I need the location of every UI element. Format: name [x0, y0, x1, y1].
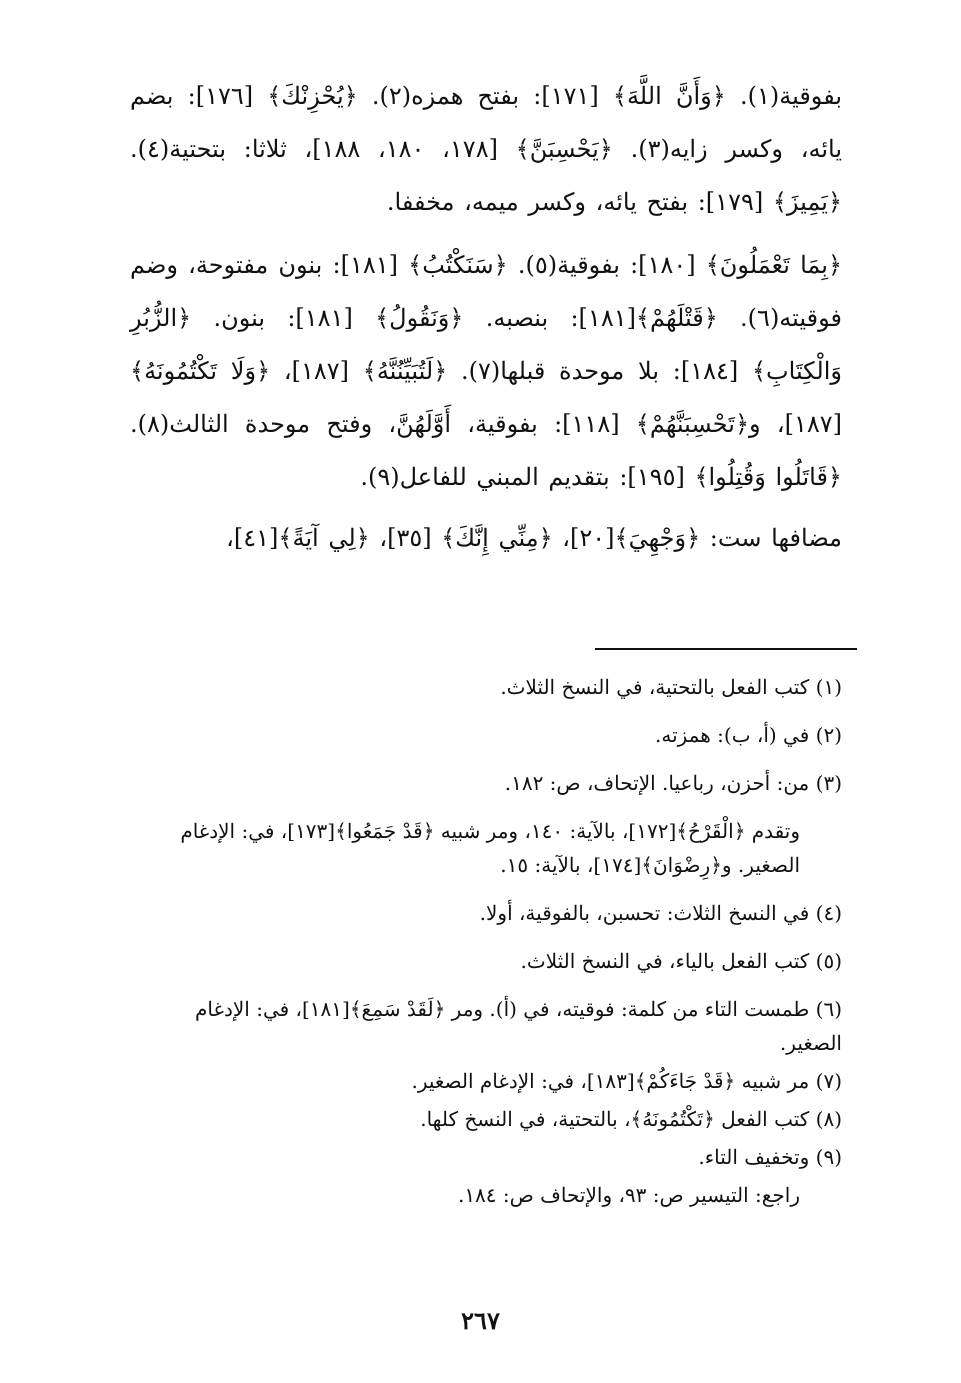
paragraph-2: ﴿بِمَا تَعْمَلُونَ﴾ [١٨٠]: بفوقية(٥). ﴿سَنَكْتُبُ﴾ [١٨١]: بنون مفتوحة، وضم فوقيته(٦). ﴿قَتْلَهُمْ﴾[١٨١]: بنصبه. ﴿وَنَقُولُ﴾ [١٨١]: بنون. ﴿الزُّبُرِ وَالْكِتَابِ﴾ [١٨٤]: بلا موحدة قبلها(٧). ﴿لَتُبَيِّنُنَّهُ﴾ [١٨٧]، ﴿وَلَا تَكْتُمُونَهُ﴾ [١٨٧]، و﴿تَحْسِبَنَّهُمْ﴾ [١١٨]: بفوقية، أَوَّلَهُنَّ، وفتح موحدة الثالث(٨). ﴿قَاتَلُوا وَقُتِلُوا﴾ [١٩٥]: بتقديم المبني للفاعل(٩).	[130, 251, 843, 491]
footnote-1: (١) كتب الفعل بالتحتية، في النسخ الثلاث.	[500, 675, 842, 699]
paragraph-1: بفوقية(١). ﴿وَأَنَّ اللَّهَ﴾ [١٧١]: بفتح همزه(٢). ﴿يُحْزِنْكَ﴾ [١٧٦]: بضم يائه، وكسر زايه(٣). ﴿يَحْسِبَنَّ﴾ [١٧٨، ١٨٠، ١٨٨]، ثلاثا: بتحتية(٤). ﴿يَمِيزَ﴾ [١٧٩]: بفتح يائه، وكسر ميمه، مخففا.	[130, 82, 843, 216]
footnote-2: (٢) في (أ، ب): همزته.	[655, 723, 842, 747]
footnote-3-continuation: وتقدم ﴿الْقَرْحُ﴾[١٧٢]، بالآية: ١٤٠، ومر شبيه ﴿قَدْ جَمَعُوا﴾[١٧٣]، في: الإدغام الصغير. و﴿رِضْوَانَ﴾[١٧٤]، بالآية: ١٥.	[180, 819, 800, 877]
page-number: ٢٦٧	[461, 1306, 500, 1335]
footnote-9: (٩) وتخفيف التاء.	[698, 1145, 842, 1169]
footnote-8: (٨) كتب الفعل ﴿تَكْتُمُونَهُ﴾، بالتحتية، في النسخ كلها.	[420, 1107, 842, 1131]
footnote-4: (٤) في النسخ الثلاث: تحسبن، بالفوقية، أولا.	[479, 901, 842, 925]
footnote-3: (٣) من: أحزن، رباعيا. الإتحاف، ص: ١٨٢.	[504, 771, 842, 795]
footnote-9-continuation: راجع: التيسير ص: ٩٣، والإتحاف ص: ١٨٤.	[457, 1183, 800, 1207]
footnotes	[130, 670, 842, 1226]
paragraph-3: مضافها ست: ﴿وَجْهِيَ﴾[٢٠]، ﴿مِنِّي إِنَّكَ﴾ [٣٥]، ﴿لِي آيَةً﴾[٤١]،	[226, 524, 842, 552]
footnote-separator	[595, 648, 857, 650]
footnote-6: (٦) طمست التاء من كلمة: فوقيته، في (أ). ومر ﴿لَقَدْ سَمِعَ﴾[١٨١]، في: الإدغام الصغير.	[195, 997, 842, 1055]
main-text	[130, 70, 842, 573]
footnote-7: (٧) مر شبيه ﴿قَدْ جَاءَكُمْ﴾[١٨٣]، في: الإدغام الصغير.	[411, 1069, 842, 1093]
footnote-5: (٥) كتب الفعل بالياء، في النسخ الثلاث.	[520, 949, 842, 973]
